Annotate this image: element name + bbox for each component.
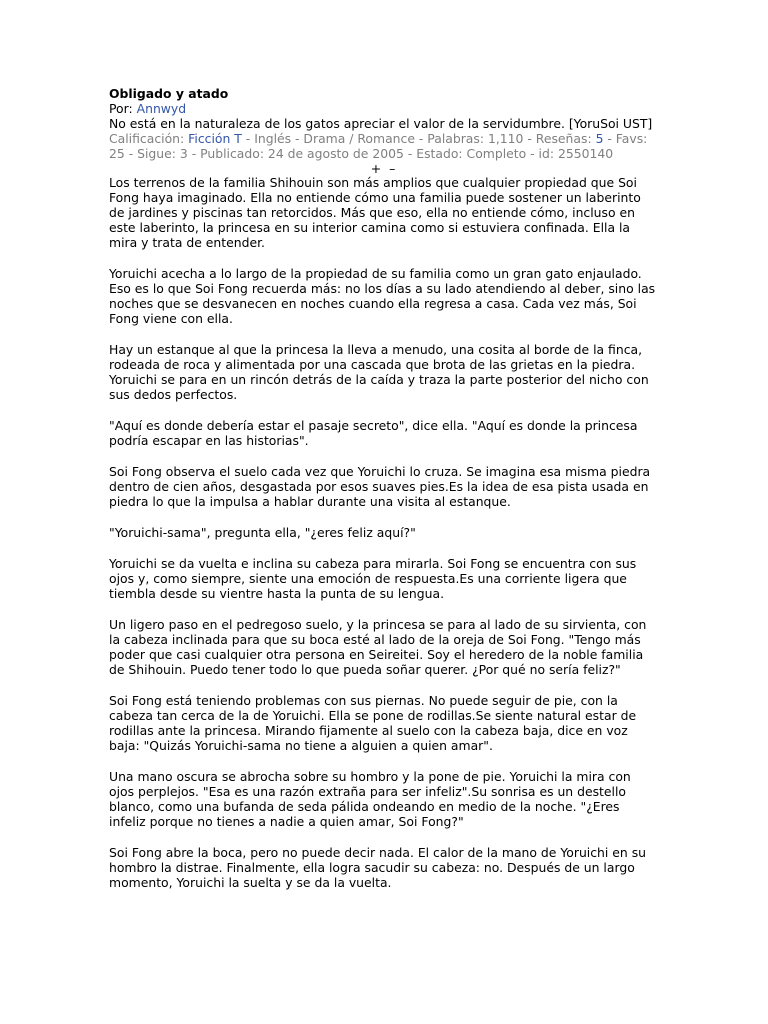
font-decrease-button[interactable]: – [389, 161, 396, 176]
story-paragraph: Soi Fong abre la boca, pero no puede decir nada. El calor de la mano de Yoruichi en su hombro la distrae. Finalmente, ella logra sacudir su cabeza: no. Después de un largo momento, Yoruichi la suelta y se da la vuelta. [109, 845, 647, 890]
story-page [109, 86, 657, 906]
story-paragraph: Yoruichi acecha a lo largo de la propiedad de su familia como un gran gato enjaulado. Eso es lo que Soi Fong recuerda más: no los días a su lado atendiendo al deber, sino las noches que se desvanecen en noches cuando ella regresa a casa. Cada vez más, Soi Fong viene con ella. [109, 266, 656, 326]
author-link[interactable]: Annwyd [136, 101, 187, 116]
reviews-link[interactable]: 5 [595, 131, 604, 146]
story-paragraph: Yoruichi se da vuelta e inclina su cabeza para mirarla. Soi Fong se encuentra con sus ojos y, como siempre, siente una emoción de respuesta.Es una corriente ligera que tiembla desde su vientre hasta la punta de su lengua. [109, 556, 637, 601]
story-paragraph: "Yoruichi-sama", pregunta ella, "¿eres feliz aquí?" [109, 525, 416, 540]
meta-suffix: - Favs: 25 - Sigue: 3 - Publicado: 24 de agosto de 2005 - Estado: Completo - id: 2550140 [109, 131, 648, 161]
story-paragraph: Soi Fong observa el suelo cada vez que Yoruichi lo cruza. Se imagina esa misma piedra dentro de cien años, desgastada por esos suaves pies.Es la idea de esa pista usada en piedra lo que la impulsa a hablar durante una visita al estanque. [109, 464, 651, 509]
story-meta [109, 131, 657, 161]
story-paragraph: Soi Fong está teniendo problemas con sus piernas. No puede seguir de pie, con la cabeza tan cerca de la de Yoruichi. Ella se pone de rodillas.Se siente natural estar de rodillas ante la princesa. Mirando fijamente al suelo con la cabeza baja, dice en voz baja: "Quizás Yoruichi-sama no tiene a alguien a quien amar". [109, 693, 637, 753]
font-size-controls [109, 163, 657, 175]
author-line [109, 101, 657, 116]
story-paragraph: Un ligero paso en el pedregoso suelo, y la princesa se para al lado de su sirvienta, con la cabeza inclinada para que su boca esté al lado de la oreja de Soi Fong. "Tengo más poder que casi cualquier otra persona en Seireitei. Soy el heredero de la noble familia de Shihouin. Puedo tener todo lo que pueda soñar querer. ¿Por qué no sería feliz?" [109, 617, 647, 677]
story-summary: No está en la naturaleza de los gatos apreciar el valor de la servidumbre. [YoruSoi UST] [109, 116, 653, 131]
story-paragraph: "Aquí es donde debería estar el pasaje secreto", dice ella. "Aquí es donde la princesa podría escapar en las historias". [109, 418, 638, 448]
story-title: Obligado y atado [109, 86, 229, 101]
rating-link[interactable]: Ficción T [188, 131, 242, 146]
author-prefix: Por: [109, 101, 137, 116]
meta-mid: - Inglés - Drama / Romance - Palabras: 1,110 - Reseñas: [241, 131, 596, 146]
font-increase-button[interactable]: + [370, 161, 382, 176]
story-paragraph: Una mano oscura se abrocha sobre su hombro y la pone de pie. Yoruichi la mira con ojos perplejos. "Esa es una razón extraña para ser infeliz".Su sonrisa es un destello blanco, como una bufanda de seda pálida ondeando en medio de la noche. "¿Eres infeliz porque no tienes a nadie a quien amar, Soi Fong?" [109, 769, 631, 829]
story-paragraph: Los terrenos de la familia Shihouin son más amplios que cualquier propiedad que Soi Fong haya imaginado. Ella no entiende cómo una familia puede sostener un laberinto de jardines y piscinas tan retorcidos. Más que eso, ella no entiende cómo, incluso en este laberinto, la princesa en su interior camina como si estuviera confinada. Ella la mira y trata de entender. [109, 175, 641, 250]
story-text [109, 175, 657, 890]
meta-prefix: Calificación: [109, 131, 189, 146]
story-paragraph: Hay un estanque al que la princesa la lleva a menudo, una cosita al borde de la finca, rodeada de roca y alimentada por una cascada que brota de las grietas en la piedra. Yoruichi se para en un rincón detrás de la caída y traza la parte posterior del nicho con sus dedos perfectos. [109, 342, 649, 402]
